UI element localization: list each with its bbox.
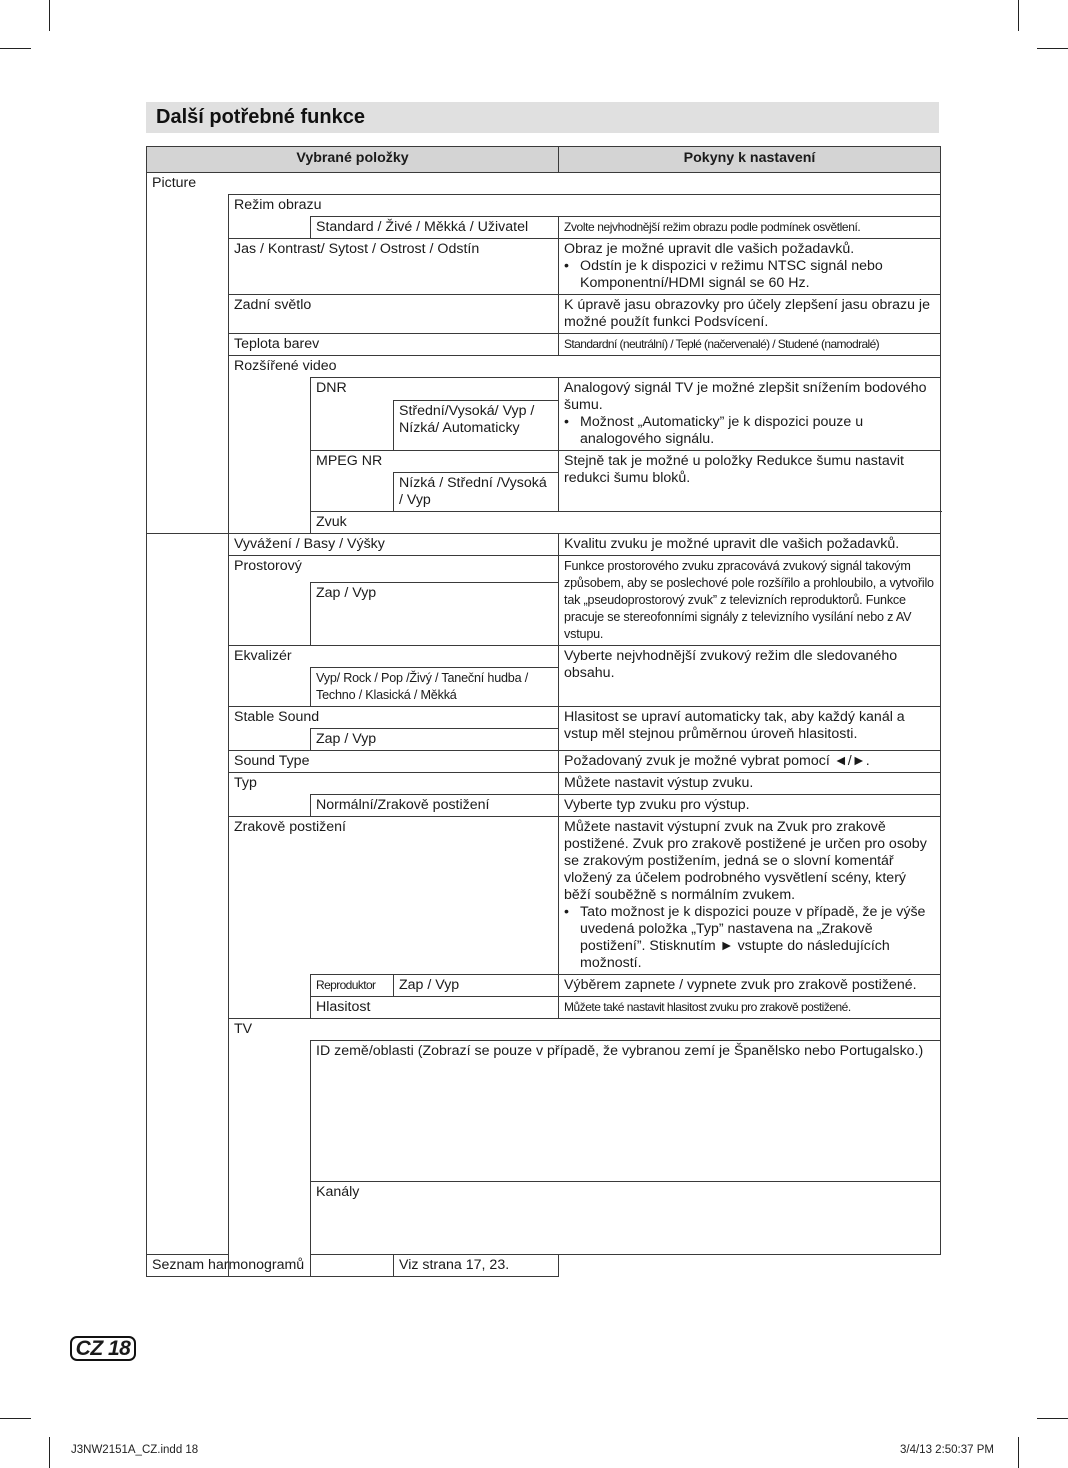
item-stable: Stable Sound [229,707,559,729]
header-items: Vybrané položky [147,147,559,173]
item-typ: Typ [229,773,559,795]
section-title: Další potřebné funkce [156,106,365,128]
crop-mark [1037,1418,1068,1419]
crop-mark [49,0,50,31]
table-row [147,534,941,556]
table-row [147,356,941,378]
desc-zadni-svetlo: K úpravě jasu obrazovky pro účely zlepšení jasu obrazu je možné použít funkci Podsvícení. [559,295,941,334]
desc-seznam: Viz strana 17, 23. [394,1255,559,1277]
category-tv: TV [229,1019,941,1041]
header-instructions: Pokyny k nastavení [559,147,941,173]
bullet-dnr: • Možnost „Automaticky” je k dispozici pouze u analogového signálu. [564,414,935,448]
table-row [147,217,941,239]
item-teplota: Teplota barev [229,334,559,356]
item-reproduktor: Reproduktor [311,975,394,997]
crop-mark [0,48,31,49]
item-rezim-obrazu: Režim obrazu [229,195,941,217]
item-hlasitost: Hlasitost [311,997,559,1019]
category-picture: Picture [147,173,941,195]
option-dnr: Střední/Vysoká/ Vyp / Nízká/ Automaticky [394,400,559,450]
table-row [147,334,941,356]
crop-mark [1018,1437,1019,1468]
option-mpeg: Nízká / Střední /Vysoká / Vyp [394,473,559,512]
option-prostorovy: Zap / Vyp [311,582,559,645]
table-row [147,1041,941,1182]
table-row [147,773,941,795]
table-row [147,751,941,773]
item-seznam: Seznam harmonogramů [147,1255,394,1277]
crop-mark [1018,0,1019,31]
item-jas: Jas / Kontrast/ Sytost / Ostrost / Odstín [229,239,559,295]
item-prostorovy: Prostorový [229,556,559,583]
table-row [147,975,941,997]
footer-datetime: 3/4/13 2:50:37 PM [900,1444,994,1456]
page-number-badge [70,1336,136,1361]
crop-mark [0,1418,31,1419]
table-row [147,1255,941,1277]
option-typ: Normální/Zrakově postižení [311,795,559,817]
table-row [147,295,941,334]
desc-typ: Můžete nastavit výstup zvuku. [559,773,941,795]
table-row [147,707,941,729]
item-sound-type: Sound Type [229,751,559,773]
desc-reproduktor: Výběrem zapnete / vypnete zvuk pro zrakově postižené. [559,975,941,997]
option-reproduktor: Zap / Vyp [394,975,559,997]
desc-prostorovy: Funkce prostorového zvuku zpracovává zvukový signál takovým způsobem, aby se poslechové pole rozšířilo a prohloubilo, a vytvořilo tak „pseudoprostorový zvuk” z televizních reproduktorů. Funkce pracuje se stereofonními signály z televizního vysílání nebo z AV vstupu. [559,556,941,646]
table-row [147,195,941,217]
item-zadni-svetlo: Zadní světlo [229,295,559,334]
item-kanaly: Kanály [311,1182,941,1255]
bullet-jas: • Odstín je k dispozici v režimu NTSC signál nebo Komponentní/HDMI signál se 60 Hz. [564,258,935,292]
desc-zrakove: Můžete nastavit výstupní zvuk na Zvuk pro zrakově postižené. Zvuk pro zrakově postižené je určen pro osoby se zrakovým postižením, jedná se o slovní komentář vložený za účelem podrobného vysvětlení scény, který běží souběžně s normálním zvukem. • Tato možnost je k dispozici pouze v případě, že je výše uvedená položka „Typ” nastavena na „Zrakově postižení”. Stisknutím ► vstupte do následujících možností. [559,817,941,975]
table-row [147,556,941,583]
option-stable: Zap / Vyp [311,729,559,751]
table-row [147,1019,941,1041]
desc-ekvalizer: Vyberte nejvhodnější zvukový režim dle sledovaného obsahu. [559,646,941,707]
table-header-row [147,147,941,173]
section-title-bar [146,102,939,133]
desc-vyvazeni: Kvalitu zvuku je možné upravit dle vašich požadavků. [559,534,941,556]
desc-teplota: Standardní (neutrální) / Teplé (načervenalé) / Studené (namodralé) [559,334,941,356]
desc-typ-options: Vyberte typ zvuku pro výstup. [559,795,941,817]
item-zrakove: Zrakově postižení [229,817,559,975]
item-ekvalizer: Ekvalizér [229,646,559,668]
page-number: CZ 18 [75,1337,131,1360]
desc-stable: Hlasitost se upraví automaticky tak, aby každý kanál a vstup měl stejnou průměrnou úroveň hlasitosti. [559,707,941,751]
table-row [147,646,941,668]
option-rezim: Standard / Živé / Měkká / Uživatel [311,217,559,239]
desc-dnr: Analogový signál TV je možné zlepšit snížením bodového šumu. • Možnost „Automaticky” je k dispozici pouze u analogového signálu. [559,378,941,451]
item-rozsirene: Rozšířené video [229,356,941,378]
desc-mpeg: Stejně tak je možné u položky Redukce šumu nastavit redukci šumu bloků. [559,451,941,512]
item-vyvazeni: Vyvážení / Basy / Výšky [229,534,559,556]
option-ekvalizer: Vyp/ Rock / Pop /Živý / Taneční hudba / Techno / Klasická / Měkká [311,668,559,707]
item-dnr: DNR [311,378,559,401]
item-id-zeme: ID země/oblasti (Zobrazí se pouze v případě, že vybranou zemí je Španělsko nebo Portugalsko.) [311,1041,941,1182]
table-row [147,795,941,817]
table-row [147,239,941,295]
desc-hlasitost: Můžete také nastavit hlasitost zvuku pro zrakově postižené. [559,997,941,1019]
settings-table [146,146,941,1277]
table-row [147,378,941,401]
desc-sound-type: Požadovaný zvuk je možné vybrat pomocí ◄/►. [559,751,941,773]
crop-mark [49,1437,50,1468]
desc-rezim: Zvolte nejvhodnější režim obrazu podle podmínek osvětlení. [559,217,941,239]
item-mpeg: MPEG NR [311,451,559,473]
table-row [147,817,941,975]
category-zvuk: Zvuk [311,512,941,534]
footer-file: J3NW2151A_CZ.indd 18 [71,1444,199,1456]
table-row [147,173,941,195]
desc-jas: Obraz je možné upravit dle vašich požadavků. • Odstín je k dispozici v režimu NTSC signál nebo Komponentní/HDMI signál se 60 Hz. [559,239,941,295]
bullet-zrakove: • Tato možnost je k dispozici pouze v případě, že je výše uvedená položka „Typ” nastavena na „Zrakově postižení”. Stisknutím ► vstupte do následujících možností. [564,904,935,972]
crop-mark [1037,48,1068,49]
